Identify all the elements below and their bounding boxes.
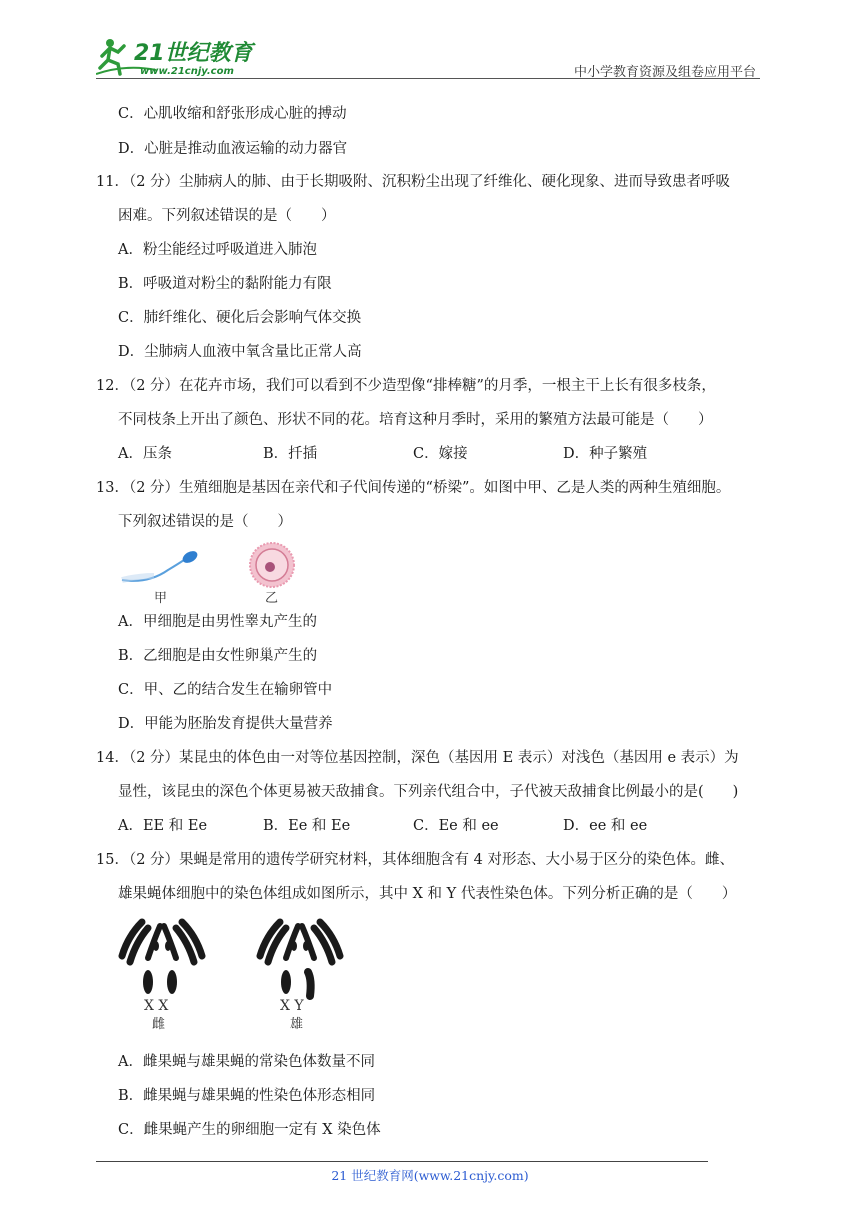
- q14-option-d: D．ee 和 ee: [563, 818, 648, 834]
- reproductive-cells-figure: [118, 540, 308, 605]
- q10-option-c: C．心肌收缩和舒张形成心脏的搏动: [118, 106, 347, 122]
- q13-option-d: D．甲能为胚胎发育提供大量营养: [118, 716, 333, 732]
- female-chromosome-label: X X: [144, 998, 169, 1014]
- q14-stem-line1: 14．（2 分）某昆虫的体色由一对等位基因控制，深色（基因用 E 表示）对浅色（基因用 e 表示）为: [96, 750, 739, 766]
- q12-stem-line1: 12．（2 分）在花卉市场，我们可以看到不少造型像“排棒糖”的月季，一根主干上长有很多枝条，: [96, 378, 716, 394]
- footer-text: 21 世纪教育网(www.21cnjy.com): [331, 1168, 529, 1183]
- platform-name: 中小学教育资源及组卷应用平台: [573, 65, 756, 80]
- q12-option-c: C．嫁接: [413, 446, 468, 462]
- q15-stem-line2: 雄果蝇体细胞中的染色体组成如图所示，其中 X 和 Y 代表性染色体。下列分析正确的是（ ）: [118, 886, 737, 902]
- footer-divider: [96, 1161, 708, 1162]
- q13-option-a: A．甲细胞是由男性睾丸产生的: [118, 614, 317, 630]
- q12-option-b: B．扦插: [263, 446, 318, 462]
- q15-option-b: B．雌果蝇与雄果蝇的性染色体形态相同: [118, 1088, 376, 1104]
- q15-stem-line1: 15．（2 分）果蝇是常用的遗传学研究材料，其体细胞含有 4 对形态、大小易于区分的染色体。雌、: [96, 852, 734, 868]
- q12-stem-line2: 不同枝条上开出了颜色、形状不同的花。培育这种月季时，采用的繁殖方法最可能是（ ）: [118, 412, 713, 428]
- q14-option-b: B．Ee 和 Ee: [263, 818, 351, 834]
- q12-option-d: D．种子繁殖: [563, 446, 648, 462]
- sperm-cell-icon: [122, 549, 199, 581]
- logo-url-text: www.21cnjy.com: [140, 66, 234, 77]
- q13-option-b: B．乙细胞是由女性卵巢产生的: [118, 648, 318, 664]
- fig-label-yi: 乙: [265, 591, 279, 605]
- q13-stem-line2: 下列叙述错误的是（ ）: [118, 514, 292, 530]
- q11-option-d: D．尘肺病人血液中氧含量比正常人高: [118, 344, 362, 360]
- q11-option-c: C．肺纤维化、硬化后会影响气体交换: [118, 310, 362, 326]
- q15-option-a: A．雌果蝇与雄果蝇的常染色体数量不同: [118, 1054, 375, 1070]
- site-logo: [96, 34, 266, 78]
- q14-options-row: [118, 816, 647, 836]
- male-label: 雄: [290, 1017, 304, 1032]
- q13-option-c: C．甲、乙的结合发生在输卵管中: [118, 682, 333, 698]
- female-chromosome-set: [122, 922, 202, 994]
- fig-label-jia: 甲: [154, 591, 168, 605]
- q13-stem-line1: 13．（2 分）生殖细胞是基因在亲代和子代间传递的“桥梁”。如图中甲、乙是人类的两种生殖细胞。: [96, 480, 731, 496]
- q12-options-row: [118, 444, 647, 464]
- q14-stem-line2: 显性，该昆虫的深色个体更易被天敌捕食。下列亲代组合中，子代被天敌捕食比例最小的是( ): [118, 784, 739, 800]
- male-chromosome-set: [260, 922, 340, 996]
- q11-option-b: B．呼吸道对粉尘的黏附能力有限: [118, 276, 332, 292]
- q11-stem-line2: 困难。下列叙述错误的是（ ）: [118, 208, 336, 224]
- male-chromosome-label: X Y: [280, 998, 304, 1014]
- q14-option-a: A．EE 和 Ee: [118, 818, 208, 834]
- q11-stem-line1: 11．（2 分）尘肺病人的肺、由于长期吸附、沉积粉尘出现了纤维化、硬化现象、进而导致患者呼吸: [96, 174, 731, 190]
- chromosome-figure: [118, 918, 348, 1034]
- logo-brand-text: 21世纪教育: [134, 41, 253, 66]
- egg-cell-icon: [250, 543, 294, 587]
- header-divider: [96, 78, 760, 79]
- q11-option-a: A．粉尘能经过呼吸道进入肺泡: [118, 242, 317, 258]
- q12-option-a: A．压条: [118, 446, 172, 462]
- q15-option-c: C．雌果蝇产生的卵细胞一定有 X 染色体: [118, 1122, 381, 1138]
- q14-option-c: C．Ee 和 ee: [413, 818, 499, 834]
- q10-option-d: D．心脏是推动血液运输的动力器官: [118, 141, 348, 157]
- female-label: 雌: [152, 1017, 166, 1032]
